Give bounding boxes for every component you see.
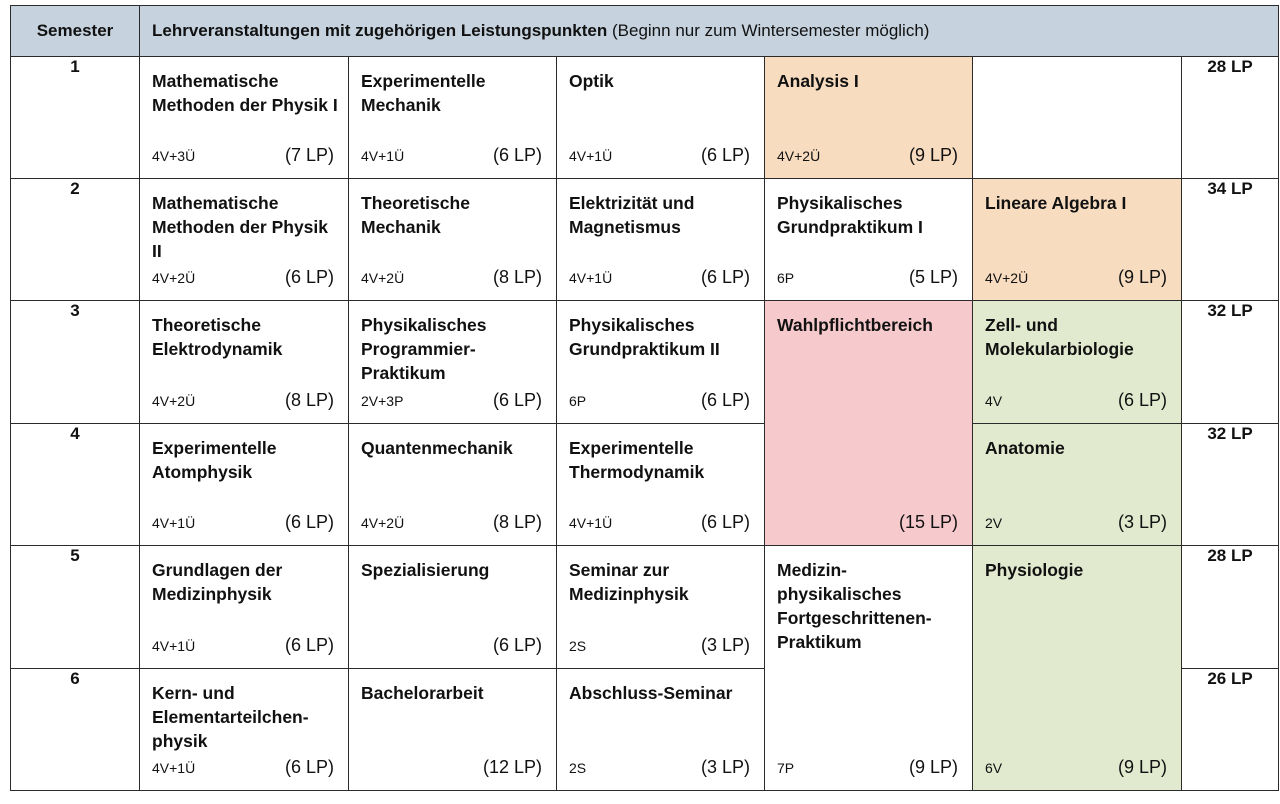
course-lp: (8 LP) [284,389,334,410]
course-lp: (12 LP) [482,757,542,777]
course-cell [349,301,557,424]
course-hours: 4V+1Ü [361,148,405,164]
course-lp: (6 LP) [492,145,542,165]
course-cell [349,57,557,179]
course-cell [349,668,557,791]
course-name: Mathematische Methoden der Physik I [152,71,338,115]
semester-row-2 [11,179,1279,301]
course-lp: (6 LP) [700,267,750,287]
course-name: Seminar zur Medizinphysik [569,560,689,604]
course-name: Spezialisierung [361,560,490,580]
course-name: Physikalisches Programmier-Praktikum [361,315,487,383]
course-name: Kern- und Elementarteilchen-physik [152,682,309,751]
course-lp: (6 LP) [284,512,334,532]
course-hours: 6P [777,270,795,286]
semester-total: 32 LP [1182,423,1279,546]
title-text: Lehrveranstaltungen mit zugehörigen Leistungspunkten [152,21,608,40]
course-lp: (6 LP) [700,512,750,532]
curriculum-table [10,5,1279,791]
course-name: Theoretische Mechanik [361,193,470,237]
course-name: Zell- und Molekularbiologie [985,315,1134,359]
course-cell [557,179,765,301]
course-name: Physiologie [985,560,1084,580]
course-cell [765,546,973,791]
course-cell [140,668,349,791]
course-name: Anatomie [985,437,1065,458]
course-lp: (9 LP) [908,145,958,165]
course-lp: (6 LP) [284,634,334,655]
course-cell [973,423,1182,546]
semester-total: 34 LP [1182,179,1279,301]
semester-total: 32 LP [1182,301,1279,424]
course-cell [765,179,973,301]
course-hours: 4V+1Ü [152,515,196,531]
course-name: Experimentelle Mechanik [361,71,486,115]
course-hours: 2V+3P [361,392,404,409]
course-hours: 4V+1Ü [569,270,613,286]
semester-row-3 [11,301,1279,424]
course-cell [765,57,973,179]
course-cell [557,546,765,669]
course-name: Experimentelle Thermodynamik [569,437,705,482]
course-name: Theoretische Elektrodynamik [152,315,283,359]
course-lp: (6 LP) [492,634,542,655]
course-name: Bachelorarbeit [361,682,484,703]
title-note: (Beginn nur zum Wintersemester möglich) [612,21,930,40]
course-cell [557,301,765,424]
course-name: Wahlpflichtbereich [777,315,933,335]
course-cell [140,423,349,546]
course-lp: (8 LP) [492,267,542,287]
course-hours: 4V+2Ü [152,392,196,409]
course-hours: 6P [569,392,587,409]
course-name: Grundlagen der Medizinphysik [152,560,283,604]
course-name: Medizin-physikalisches Fortgeschrittenen-Praktikum [777,560,932,652]
course-hours: 4V+2Ü [361,515,405,531]
course-lp: (8 LP) [492,512,542,532]
course-hours: 2S [569,760,587,776]
semester-header: Semester [11,6,140,57]
course-hours: 4V+2Ü [152,270,196,286]
course-lp: (9 LP) [1117,267,1167,287]
semester-number: 2 [11,179,140,301]
course-hours: 4V+2Ü [985,270,1029,286]
course-name: Lineare Algebra I [985,193,1127,213]
course-lp: (6 LP) [1117,389,1167,410]
course-cell [349,546,557,669]
course-lp: (9 LP) [908,757,958,777]
course-lp: (15 LP) [898,512,958,532]
course-lp: (7 LP) [284,145,334,165]
course-hours: 4V+2Ü [777,148,821,164]
course-cell [140,301,349,424]
course-cell [349,179,557,301]
course-hours: 4V+2Ü [361,270,405,286]
course-cell [349,423,557,546]
course-lp: (9 LP) [1117,757,1167,777]
course-name: Analysis I [777,71,859,91]
course-name: Optik [569,71,614,91]
table-title [140,6,1279,57]
course-lp: (3 LP) [1117,512,1167,532]
semester-total: 28 LP [1182,57,1279,179]
course-hours: 2V [985,515,1003,531]
empty-course-cell [973,57,1182,179]
course-name: Elektrizität und Magnetismus [569,193,695,237]
course-lp: (6 LP) [492,389,542,410]
course-hours: 4V+1Ü [569,515,613,531]
course-lp: (6 LP) [700,145,750,165]
semester-number: 6 [11,668,140,791]
course-lp: (3 LP) [700,757,750,777]
course-name: Experimentelle Atomphysik [152,437,277,482]
course-cell [140,546,349,669]
semester-row-4 [11,423,1279,546]
course-hours: 4V+1Ü [569,148,613,164]
semester-total: 28 LP [1182,546,1279,669]
semester-number: 1 [11,57,140,179]
course-name: Physikalisches Grundpraktikum II [569,315,720,359]
course-cell [140,57,349,179]
semester-total: 26 LP [1182,668,1279,791]
course-name: Mathematische Methoden der Physik II [152,193,329,261]
course-lp: (3 LP) [700,634,750,655]
semester-row-1 [11,57,1279,179]
semester-number: 5 [11,546,140,669]
semester-number: 4 [11,423,140,546]
course-lp: (5 LP) [908,267,958,287]
course-hours: 4V+1Ü [152,760,196,776]
course-name: Abschluss-Seminar [569,682,733,703]
course-lp: (6 LP) [700,389,750,410]
course-lp: (6 LP) [284,757,334,777]
course-cell [557,423,765,546]
semester-number: 3 [11,301,140,424]
course-lp: (6 LP) [284,267,334,287]
header-row [11,6,1279,57]
course-name: Physikalisches Grundpraktikum I [777,193,923,237]
course-cell [973,179,1182,301]
course-hours: 6V [985,760,1003,776]
course-cell [557,57,765,179]
course-hours: 4V+3Ü [152,148,196,164]
course-cell [557,668,765,791]
course-cell [973,546,1182,791]
course-hours: 2S [569,637,587,654]
course-hours: 4V [985,392,1003,409]
course-name: Quantenmechanik [361,437,513,458]
course-cell [973,301,1182,424]
course-cell [140,179,349,301]
course-hours: 7P [777,760,795,776]
semester-row-5 [11,546,1279,669]
elective-course-cell [765,301,973,546]
course-hours: 4V+1Ü [152,637,196,654]
